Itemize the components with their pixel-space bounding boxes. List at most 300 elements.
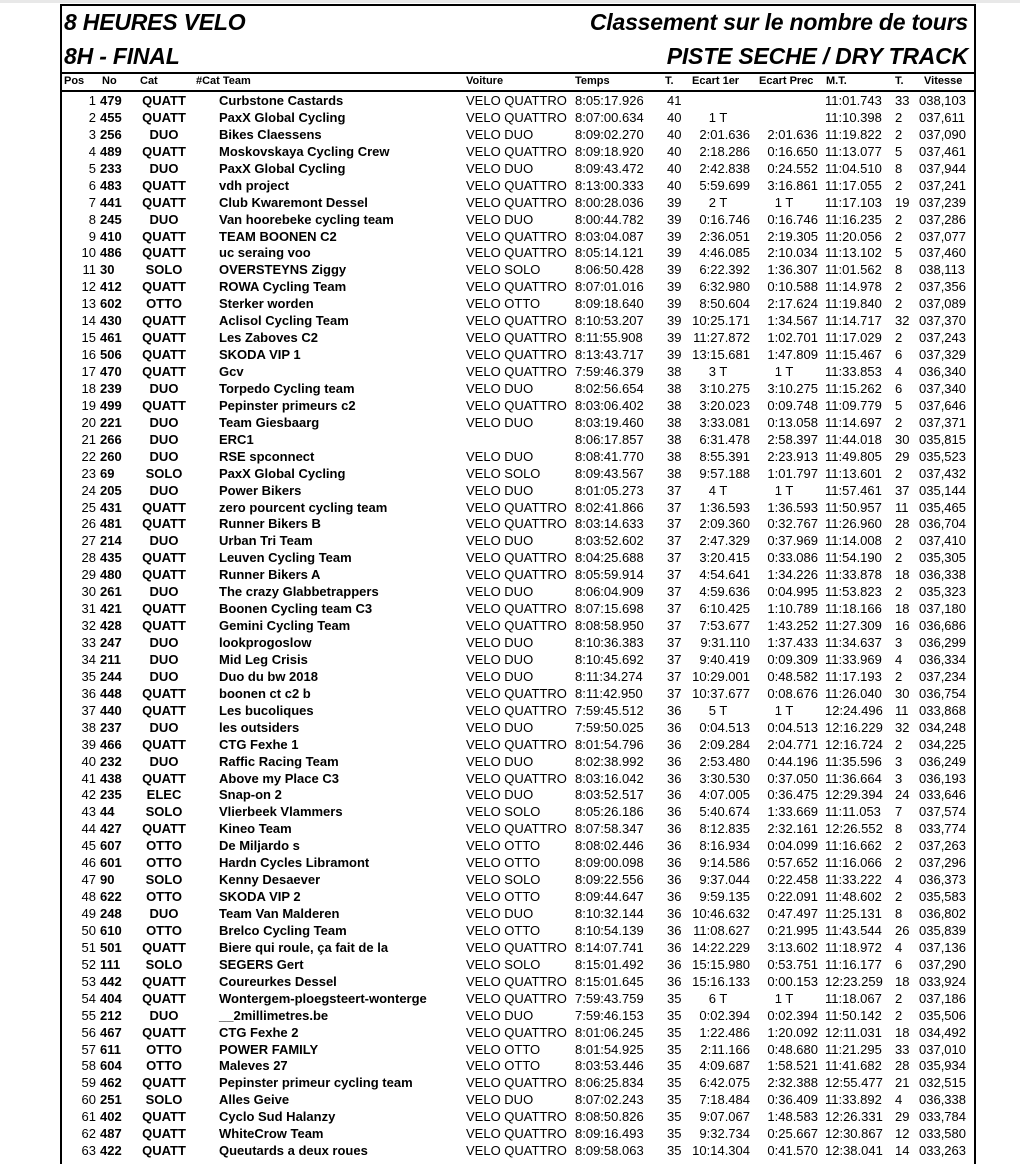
gap-to-previous-cell: 1:10.789: [767, 601, 818, 617]
gap-to-previous-cell: 0:36.409: [767, 1092, 818, 1108]
category-cell: QUATT: [142, 550, 186, 566]
total-time-cell: 8:07:15.698: [575, 601, 644, 617]
team-name-cell: Bikes Claessens: [219, 126, 322, 142]
total-time-cell: 8:09:02.270: [575, 126, 644, 142]
gap-to-first-cell: 2 T: [708, 194, 728, 210]
gap-to-previous-cell: 1:34.567: [767, 313, 818, 329]
best-lap-number-cell: 33: [895, 1041, 910, 1057]
gap-to-first-cell: 10:46.632: [692, 906, 750, 921]
category-cell: QUATT: [142, 194, 186, 210]
total-time-cell: 8:01:06.245: [575, 1024, 644, 1040]
bib-number-cell: 260: [100, 448, 122, 464]
total-time-cell: 8:08:02.446: [575, 838, 644, 854]
vehicle-class-cell: VELO OTTO: [466, 296, 541, 312]
team-name-cell: Coureurkes Dessel: [219, 973, 337, 989]
table-row: [62, 228, 974, 245]
best-lap-time-cell: 12:16.229: [825, 719, 883, 735]
speed-cell: 037,286: [919, 211, 966, 227]
team-name-cell: Above my Place C3: [219, 770, 339, 786]
category-cell: QUATT: [142, 228, 186, 244]
table-row: [62, 465, 974, 482]
team-name-cell: SKODA VIP 2: [219, 889, 301, 905]
speed-cell: 034,248: [919, 719, 966, 735]
category-cell: QUATT: [142, 1075, 186, 1091]
vehicle-class-cell: VELO OTTO: [466, 1041, 541, 1057]
total-time-cell: 8:13:00.333: [575, 177, 644, 193]
bib-number-cell: 489: [100, 143, 122, 159]
best-lap-time-cell: 11:50.142: [825, 1007, 882, 1023]
best-lap-time-cell: 11:09.779: [825, 397, 882, 413]
team-name-cell: PaxX Global Cycling: [219, 465, 346, 481]
laps-cell: 35: [667, 1007, 682, 1023]
vehicle-class-cell: VELO DUO: [466, 906, 534, 921]
position-cell: 15: [81, 330, 96, 346]
bib-number-cell: 212: [100, 1007, 122, 1023]
bib-number-cell: 244: [100, 668, 122, 684]
gap-to-first-cell: 11:27.872: [693, 330, 750, 346]
laps-cell: 36: [667, 855, 682, 871]
col-t2: T.: [895, 75, 904, 87]
table-row: [62, 617, 974, 634]
bib-number-cell: 622: [100, 889, 122, 905]
position-cell: 34: [81, 651, 96, 667]
vehicle-class-cell: VELO DUO: [466, 787, 534, 803]
best-lap-time-cell: 12:26.552: [825, 821, 883, 837]
position-cell: 58: [81, 1058, 96, 1074]
position-cell: 56: [81, 1024, 96, 1040]
total-time-cell: 8:11:34.274: [575, 668, 643, 684]
position-cell: 2: [88, 109, 96, 125]
gap-to-first-cell: 1:36.593: [699, 499, 750, 515]
position-cell: 53: [81, 973, 96, 989]
best-lap-number-cell: 12: [895, 1126, 910, 1142]
best-lap-number-cell: 3: [895, 753, 903, 769]
team-name-cell: ERC1: [219, 431, 254, 447]
team-name-cell: CTG Fexhe 1: [219, 736, 299, 752]
position-cell: 61: [81, 1109, 96, 1125]
laps-cell: 36: [667, 973, 682, 989]
position-cell: 5: [88, 160, 96, 176]
position-cell: 60: [81, 1092, 96, 1108]
position-cell: 50: [81, 922, 96, 938]
team-name-cell: Brelco Cycling Team: [219, 922, 347, 938]
team-name-cell: Alles Geive: [219, 1092, 290, 1108]
team-name-cell: Les bucoliques: [219, 702, 314, 718]
total-time-cell: 8:00:28.036: [575, 194, 644, 210]
speed-cell: 033,784: [919, 1109, 966, 1125]
vehicle-class-cell: VELO DUO: [466, 126, 534, 142]
laps-cell: 35: [667, 1092, 682, 1108]
category-cell: DUO: [149, 380, 179, 396]
laps-cell: 37: [667, 550, 682, 566]
position-cell: 49: [81, 906, 96, 921]
vehicle-class-cell: VELO SOLO: [466, 262, 541, 278]
total-time-cell: 8:09:44.647: [575, 889, 644, 905]
gap-to-previous-cell: 1:43.252: [767, 618, 818, 634]
best-lap-number-cell: 28: [895, 1058, 910, 1074]
vehicle-class-cell: VELO DUO: [466, 414, 534, 430]
category-cell: QUATT: [142, 601, 186, 617]
category-cell: DUO: [149, 906, 179, 921]
gap-to-first-cell: 1 T: [708, 109, 728, 125]
category-cell: DUO: [149, 668, 179, 684]
total-time-cell: 8:02:56.654: [575, 380, 644, 396]
category-cell: SOLO: [145, 956, 183, 972]
gap-to-previous-cell: 3:16.861: [767, 177, 818, 193]
category-cell: OTTO: [146, 838, 182, 854]
category-cell: QUATT: [142, 245, 186, 261]
gap-to-previous-cell: 1 T: [774, 482, 794, 498]
total-time-cell: 8:15:01.492: [575, 956, 644, 972]
laps-cell: 36: [667, 736, 682, 752]
vehicle-class-cell: VELO DUO: [466, 1007, 534, 1023]
speed-cell: 033,580: [919, 1126, 966, 1142]
vehicle-class-cell: VELO DUO: [466, 482, 534, 498]
table-row: [62, 1142, 974, 1159]
position-cell: 1: [88, 93, 96, 108]
gap-to-previous-cell: 1:20.092: [767, 1024, 818, 1040]
best-lap-time-cell: 11:14.697: [825, 414, 882, 430]
best-lap-number-cell: 4: [895, 1092, 903, 1108]
speed-cell: 037,077: [919, 228, 966, 244]
best-lap-number-cell: 4: [895, 939, 903, 955]
best-lap-number-cell: 2: [895, 736, 903, 752]
vehicle-class-cell: VELO QUATTRO: [466, 1126, 567, 1142]
table-row: [62, 973, 974, 990]
gap-to-previous-cell: 0:48.680: [767, 1041, 818, 1057]
table-row: [62, 651, 974, 668]
laps-cell: 38: [667, 465, 682, 481]
laps-cell: 36: [667, 838, 682, 854]
category-cell: QUATT: [142, 109, 186, 125]
gap-to-previous-cell: 1:33.669: [767, 804, 818, 820]
best-lap-time-cell: 11:16.066: [825, 855, 882, 871]
position-cell: 20: [81, 414, 96, 430]
table-row: [62, 397, 974, 414]
gap-to-previous-cell: 0:13.058: [767, 414, 818, 430]
gap-to-previous-cell: 3:13.602: [767, 939, 818, 955]
table-row: [62, 261, 974, 278]
laps-cell: 36: [667, 872, 682, 888]
total-time-cell: 7:59:45.512: [575, 702, 644, 718]
team-name-cell: Runner Bikers B: [219, 516, 321, 532]
total-time-cell: 8:02:41.866: [575, 499, 644, 515]
best-lap-time-cell: 12:38.041: [825, 1143, 883, 1159]
best-lap-time-cell: 11:14.978: [825, 279, 882, 295]
best-lap-time-cell: 11:16.177: [825, 956, 882, 972]
vehicle-class-cell: VELO QUATTRO: [466, 601, 567, 617]
vehicle-class-cell: VELO QUATTRO: [466, 93, 567, 108]
position-cell: 13: [81, 296, 96, 312]
team-name-cell: Les Zaboves C2: [219, 330, 318, 346]
best-lap-number-cell: 16: [895, 618, 910, 634]
total-time-cell: 8:03:52.517: [575, 787, 644, 803]
title-block: [62, 6, 974, 74]
position-cell: 31: [81, 601, 96, 617]
col-ecart-prec: Ecart Prec: [759, 75, 814, 87]
team-name-cell: POWER FAMILY: [219, 1041, 319, 1057]
gap-to-previous-cell: 0:04.513: [767, 719, 818, 735]
vehicle-class-cell: VELO OTTO: [466, 922, 541, 938]
gap-to-first-cell: 2:47.329: [699, 533, 750, 549]
bib-number-cell: 427: [100, 821, 122, 837]
team-name-cell: Leuven Cycling Team: [219, 550, 352, 566]
gap-to-previous-cell: 2:32.388: [767, 1075, 818, 1091]
team-name-cell: Sterker worden: [219, 296, 314, 312]
speed-cell: 036,193: [919, 770, 966, 786]
gap-to-first-cell: 11:08.627: [693, 922, 750, 938]
bib-number-cell: 466: [100, 736, 122, 752]
laps-cell: 39: [667, 194, 682, 210]
table-row: [62, 753, 974, 770]
col-team: #Cat Team: [196, 75, 251, 87]
bib-number-cell: 111: [100, 956, 121, 972]
total-time-cell: 8:06:25.834: [575, 1075, 644, 1091]
best-lap-time-cell: 12:26.331: [825, 1109, 883, 1125]
gap-to-previous-cell: 0:22.091: [767, 889, 818, 905]
table-row: [62, 312, 974, 329]
best-lap-time-cell: 11:33.969: [825, 651, 882, 667]
best-lap-number-cell: 7: [895, 804, 903, 820]
speed-cell: 037,329: [919, 347, 966, 363]
laps-cell: 35: [667, 1143, 682, 1159]
category-cell: OTTO: [146, 1058, 182, 1074]
best-lap-time-cell: 12:23.259: [825, 973, 883, 989]
gap-to-first-cell: 9:40.419: [699, 651, 750, 667]
gap-to-first-cell: 10:37.677: [692, 685, 750, 701]
laps-cell: 36: [667, 889, 682, 905]
speed-cell: 037,089: [919, 296, 966, 312]
position-cell: 17: [81, 364, 96, 379]
speed-cell: 037,090: [919, 126, 966, 142]
total-time-cell: 8:14:07.741: [575, 939, 644, 955]
best-lap-time-cell: 11:13.102: [825, 245, 882, 261]
gap-to-previous-cell: 1:58.521: [767, 1058, 818, 1074]
bib-number-cell: 440: [100, 702, 122, 718]
speed-cell: 033,868: [919, 702, 966, 718]
best-lap-time-cell: 12:30.867: [825, 1126, 883, 1142]
vehicle-class-cell: VELO DUO: [466, 753, 534, 769]
table-row: [62, 92, 974, 109]
best-lap-number-cell: 2: [895, 177, 903, 193]
vehicle-class-cell: VELO QUATTRO: [466, 245, 567, 261]
bib-number-cell: 245: [100, 211, 122, 227]
team-name-cell: Club Kwaremont Dessel: [219, 194, 368, 210]
bib-number-cell: 480: [100, 567, 122, 583]
best-lap-number-cell: 2: [895, 228, 903, 244]
gap-to-first-cell: 4:09.687: [699, 1058, 750, 1074]
speed-cell: 037,432: [919, 465, 966, 481]
team-name-cell: Van hoorebeke cycling team: [219, 211, 394, 227]
total-time-cell: 8:02:38.992: [575, 753, 644, 769]
best-lap-time-cell: 11:35.596: [825, 753, 882, 769]
bib-number-cell: 205: [100, 482, 122, 498]
gap-to-first-cell: 8:16.934: [699, 838, 750, 854]
category-cell: ELEC: [146, 787, 182, 803]
position-cell: 10: [81, 245, 96, 261]
table-row: [62, 583, 974, 600]
best-lap-number-cell: 2: [895, 279, 903, 295]
position-cell: 23: [81, 465, 96, 481]
speed-cell: 037,186: [919, 990, 966, 1006]
gap-to-previous-cell: 0:16.746: [767, 211, 818, 227]
table-row: [62, 1108, 974, 1125]
bib-number-cell: 235: [100, 787, 122, 803]
category-cell: QUATT: [142, 516, 186, 532]
col-vitesse: Vitesse: [924, 75, 963, 87]
position-cell: 41: [81, 770, 96, 786]
gap-to-previous-cell: 1:48.583: [767, 1109, 818, 1125]
vehicle-class-cell: VELO DUO: [466, 380, 534, 396]
gap-to-first-cell: 9:07.067: [699, 1109, 750, 1125]
category-cell: QUATT: [142, 770, 186, 786]
position-cell: 38: [81, 719, 96, 735]
category-cell: DUO: [149, 1007, 179, 1023]
best-lap-time-cell: 11:25.131: [825, 906, 882, 921]
table-row: [62, 143, 974, 160]
bib-number-cell: 256: [100, 126, 122, 142]
table-row: [62, 194, 974, 211]
laps-cell: 35: [667, 1041, 682, 1057]
gap-to-previous-cell: 1:47.809: [767, 347, 818, 363]
table-row: [62, 499, 974, 516]
vehicle-class-cell: VELO QUATTRO: [466, 550, 567, 566]
col-pos: Pos: [64, 75, 85, 87]
gap-to-first-cell: 5:40.674: [699, 804, 750, 820]
table-row: [62, 109, 974, 126]
total-time-cell: 8:01:05.273: [575, 482, 644, 498]
gap-to-first-cell: 6 T: [708, 990, 728, 1006]
table-row: [62, 244, 974, 261]
best-lap-time-cell: 11:18.166: [825, 601, 882, 617]
column-headers: [62, 74, 974, 92]
total-time-cell: 8:03:53.446: [575, 1058, 644, 1074]
bib-number-cell: 501: [100, 939, 122, 955]
gap-to-previous-cell: 1 T: [774, 702, 794, 718]
bib-number-cell: 44: [100, 804, 115, 820]
position-cell: 59: [81, 1075, 96, 1091]
speed-cell: 035,934: [919, 1058, 966, 1074]
best-lap-time-cell: 11:43.544: [825, 922, 882, 938]
total-time-cell: 8:09:18.920: [575, 143, 644, 159]
speed-cell: 037,241: [919, 177, 966, 193]
gap-to-previous-cell: 0:57.652: [767, 855, 818, 871]
total-time-cell: 8:13:43.717: [575, 347, 644, 363]
bib-number-cell: 442: [100, 973, 122, 989]
table-row: [62, 346, 974, 363]
best-lap-number-cell: 30: [895, 685, 910, 701]
table-row: [62, 820, 974, 837]
best-lap-number-cell: 2: [895, 414, 903, 430]
position-cell: 37: [81, 702, 96, 718]
vehicle-class-cell: VELO OTTO: [466, 838, 541, 854]
table-row: [62, 1074, 974, 1091]
laps-cell: 37: [667, 516, 682, 532]
table-row: [62, 803, 974, 820]
speed-cell: 038,103: [919, 93, 966, 108]
best-lap-number-cell: 21: [895, 1075, 910, 1091]
vehicle-class-cell: VELO QUATTRO: [466, 347, 567, 363]
position-cell: 29: [81, 567, 96, 583]
total-time-cell: 8:06:04.909: [575, 584, 644, 600]
speed-cell: 035,323: [919, 584, 966, 600]
table-row: [62, 1057, 974, 1074]
best-lap-time-cell: 11:54.190: [825, 550, 882, 566]
category-cell: SOLO: [145, 804, 183, 820]
table-row: [62, 363, 974, 380]
laps-cell: 36: [667, 821, 682, 837]
speed-cell: 037,574: [919, 804, 966, 820]
bib-number-cell: 455: [100, 109, 122, 125]
best-lap-number-cell: 24: [895, 787, 910, 803]
table-row: [62, 482, 974, 499]
speed-cell: 037,461: [919, 143, 966, 159]
best-lap-number-cell: 26: [895, 922, 910, 938]
total-time-cell: 8:15:01.645: [575, 973, 644, 989]
best-lap-time-cell: 11:17.193: [825, 668, 882, 684]
best-lap-number-cell: 2: [895, 550, 903, 566]
vehicle-class-cell: VELO DUO: [466, 719, 534, 735]
table-row: [62, 329, 974, 346]
best-lap-time-cell: 12:24.496: [825, 702, 883, 718]
bib-number-cell: 233: [100, 160, 122, 176]
speed-cell: 035,583: [919, 889, 966, 905]
category-cell: QUATT: [142, 143, 186, 159]
results-sheet: [60, 4, 976, 1164]
laps-cell: 36: [667, 906, 682, 921]
laps-cell: 39: [667, 228, 682, 244]
category-cell: SOLO: [145, 1092, 183, 1108]
bib-number-cell: 601: [100, 855, 122, 871]
laps-cell: 36: [667, 719, 682, 735]
team-name-cell: De Miljardo s: [219, 838, 300, 854]
vehicle-class-cell: VELO DUO: [466, 211, 534, 227]
total-time-cell: 8:03:14.633: [575, 516, 644, 532]
laps-cell: 38: [667, 414, 682, 430]
team-name-cell: Hardn Cycles Libramont: [219, 855, 370, 871]
category-cell: QUATT: [142, 1143, 186, 1159]
best-lap-time-cell: 11:33.853: [825, 364, 882, 379]
speed-cell: 034,492: [919, 1024, 966, 1040]
gap-to-previous-cell: 0:37.050: [767, 770, 818, 786]
best-lap-time-cell: 11:33.222: [825, 872, 882, 888]
table-row: [62, 1091, 974, 1108]
laps-cell: 37: [667, 618, 682, 634]
vehicle-class-cell: VELO QUATTRO: [466, 177, 567, 193]
table-row: [62, 380, 974, 397]
table-row: [62, 668, 974, 685]
best-lap-time-cell: 11:16.662: [825, 838, 882, 854]
total-time-cell: 8:03:52.602: [575, 533, 644, 549]
speed-cell: 037,611: [919, 109, 966, 125]
speed-cell: 036,802: [919, 906, 966, 921]
best-lap-time-cell: 11:14.717: [825, 313, 882, 329]
gap-to-previous-cell: 0:08.676: [767, 685, 818, 701]
bib-number-cell: 69: [100, 465, 115, 481]
best-lap-time-cell: 11:33.878: [825, 567, 882, 583]
gap-to-first-cell: 9:14.586: [699, 855, 750, 871]
gap-to-previous-cell: 0:09.748: [767, 397, 818, 413]
gap-to-previous-cell: 2:58.397: [767, 431, 818, 447]
speed-cell: 037,243: [919, 330, 966, 346]
best-lap-number-cell: 18: [895, 973, 910, 989]
total-time-cell: 8:09:00.098: [575, 855, 644, 871]
classification-title: Classement sur le nombre de tours: [589, 9, 968, 35]
speed-cell: 032,515: [919, 1075, 966, 1091]
laps-cell: 38: [667, 448, 682, 464]
category-cell: DUO: [149, 126, 179, 142]
laps-cell: 41: [667, 93, 682, 108]
